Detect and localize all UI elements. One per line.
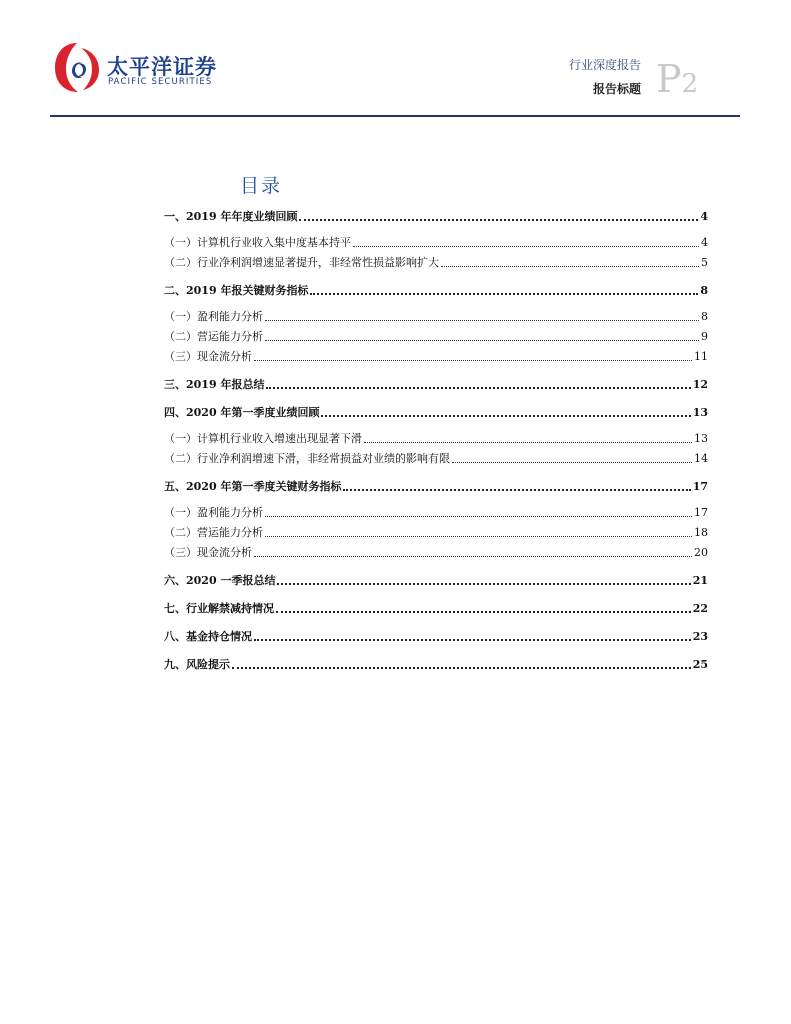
toc-page-number: 17 — [694, 506, 708, 519]
toc-leader-dots — [321, 414, 690, 417]
toc-subsection-entry[interactable] — [164, 446, 708, 466]
toc-subsection-entry[interactable] — [164, 324, 708, 344]
toc-entry-text: （三）现金流分析 — [164, 350, 252, 363]
toc-leader-dots — [441, 265, 699, 267]
pacific-securities-emblem-icon — [51, 40, 103, 96]
toc-subsection-entry[interactable] — [164, 426, 708, 446]
toc-entry-text: 九、风险提示 — [164, 658, 230, 671]
page-indicator — [656, 57, 699, 101]
toc-page-number: 21 — [692, 574, 708, 587]
toc-section-entry[interactable] — [164, 652, 708, 672]
toc-subsection-entry[interactable] — [164, 520, 708, 540]
toc-leader-dots — [254, 359, 692, 361]
toc-section-entry[interactable] — [164, 474, 708, 494]
toc-subsection-entry[interactable] — [164, 500, 708, 520]
company-name-cn: 太平洋证券 — [107, 55, 217, 79]
toc-leader-dots — [265, 339, 699, 341]
toc-leader-dots — [364, 441, 692, 443]
toc-subsection-entry[interactable] — [164, 250, 708, 270]
toc-leader-dots — [277, 582, 690, 585]
report-type: 行业深度报告 — [568, 58, 641, 72]
toc-section-entry[interactable] — [164, 400, 708, 420]
toc-leader-dots — [276, 610, 691, 613]
toc-page-number: 13 — [692, 406, 708, 419]
toc-section-entry[interactable] — [164, 624, 708, 644]
toc-entry-text: （二）行业净利润增速下滑，非经常损益对业绩的影响有限 — [164, 452, 450, 465]
toc-entry-text: （二）营运能力分析 — [164, 526, 263, 539]
toc-entry-text: 四、2020 年第一季度业绩回顾 — [164, 406, 320, 419]
toc-leader-dots — [266, 386, 690, 389]
toc-leader-dots — [232, 666, 691, 669]
toc-leader-dots — [310, 292, 698, 295]
toc-page-number: 12 — [692, 378, 708, 391]
toc-page-number: 4 — [701, 236, 708, 249]
toc-leader-dots — [353, 245, 699, 247]
header-rule — [50, 115, 740, 117]
toc-entry-text: （一）计算机行业收入增速出现显著下滑 — [164, 432, 362, 445]
toc-subsection-entry[interactable] — [164, 304, 708, 324]
toc-page-number: 11 — [694, 350, 708, 363]
toc-page-number: 22 — [692, 602, 708, 615]
toc-title: 目录 — [240, 175, 283, 197]
toc-subsection-entry[interactable] — [164, 230, 708, 250]
toc-section-entry[interactable] — [164, 278, 708, 298]
toc-page-number: 4 — [700, 210, 708, 223]
table-of-contents — [164, 204, 708, 672]
company-name-en: PACIFIC SECURITIES — [108, 77, 213, 87]
page-number: 2 — [681, 69, 699, 99]
toc-entry-text: 七、行业解禁减持情况 — [164, 602, 274, 615]
toc-entry-text: （二）行业净利润增速显著提升，非经常性损益影响扩大 — [164, 256, 439, 269]
toc-page-number: 9 — [701, 330, 708, 343]
toc-section-entry[interactable] — [164, 204, 708, 224]
toc-entry-text: 六、2020 一季报总结 — [164, 574, 276, 587]
toc-leader-dots — [343, 488, 690, 491]
toc-leader-dots — [265, 319, 699, 321]
toc-page-number: 23 — [692, 630, 708, 643]
toc-leader-dots — [254, 555, 692, 557]
toc-page-number: 18 — [694, 526, 708, 539]
toc-leader-dots — [299, 218, 698, 221]
toc-page-number: 8 — [700, 284, 708, 297]
toc-subsection-entry[interactable] — [164, 344, 708, 364]
toc-page-number: 20 — [694, 546, 708, 559]
toc-entry-text: （一）计算机行业收入集中度基本持平 — [164, 236, 351, 249]
page-letter: P — [656, 57, 682, 101]
report-title: 报告标题 — [592, 82, 641, 96]
toc-subsection-entry[interactable] — [164, 540, 708, 560]
toc-entry-text: 五、2020 年第一季度关键财务指标 — [164, 480, 342, 493]
toc-page-number: 25 — [692, 658, 708, 671]
toc-entry-text: 三、2019 年报总结 — [164, 378, 265, 391]
toc-page-number: 14 — [694, 452, 708, 465]
toc-entry-text: 一、2019 年年度业绩回顾 — [164, 210, 298, 223]
toc-leader-dots — [265, 535, 692, 537]
toc-entry-text: （二）营运能力分析 — [164, 330, 263, 343]
toc-page-number: 13 — [694, 432, 708, 445]
toc-entry-text: （一）盈利能力分析 — [164, 506, 263, 519]
company-logo — [51, 40, 221, 96]
toc-entry-text: 八、基金持仓情况 — [164, 630, 252, 643]
toc-leader-dots — [265, 515, 692, 517]
toc-section-entry[interactable] — [164, 596, 708, 616]
toc-page-number: 8 — [701, 310, 708, 323]
toc-section-entry[interactable] — [164, 568, 708, 588]
toc-entry-text: （三）现金流分析 — [164, 546, 252, 559]
toc-section-entry[interactable] — [164, 372, 708, 392]
toc-leader-dots — [452, 461, 692, 463]
toc-page-number: 17 — [692, 480, 708, 493]
toc-entry-text: 二、2019 年报关键财务指标 — [164, 284, 309, 297]
toc-page-number: 5 — [701, 256, 708, 269]
toc-leader-dots — [254, 638, 691, 641]
toc-entry-text: （一）盈利能力分析 — [164, 310, 263, 323]
